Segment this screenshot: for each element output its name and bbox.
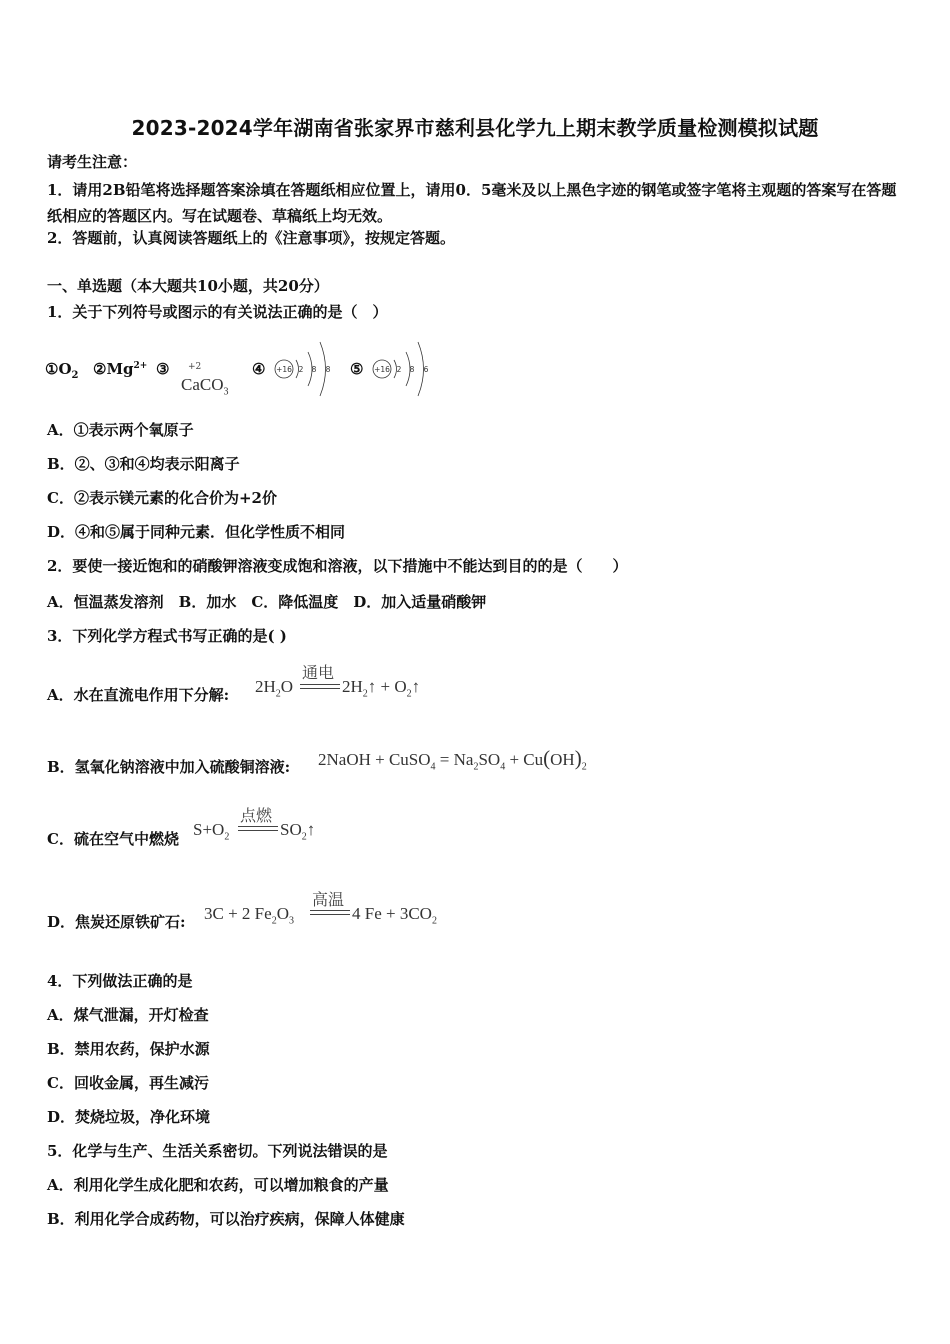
q1-option-a: A．①表示两个氧原子 [47, 421, 194, 439]
q3-c-product: $SO_2↑$ [280, 820, 316, 843]
q3-c-reactant: $S+O_2$ [193, 820, 230, 843]
q1-option-b: B．②、③和④均表示阳离子 [47, 455, 240, 473]
q3-a-equals-sign [300, 684, 340, 689]
q2-stem: 2．要使一接近饱和的硝酸钾溶液变成饱和溶液，以下措施中不能达到目的的是（ ） [47, 557, 628, 575]
q4-option-b: B．禁用农药，保护水源 [47, 1040, 210, 1058]
atom5-nucleus: +16 [374, 365, 390, 374]
notice-item-1: 1．请用2B铅笔将选择题答案涂填在答题纸相应位置上，请用0．5毫米及以上黑色字迹的钢笔或签字笔将主观题的答案写在答题纸相应的答题区内。写在试题卷、草稿纸上均无效。 [47, 181, 897, 225]
q1-option-d: D．④和⑤属于同种元素．但化学性质不相同 [47, 523, 346, 541]
q4-stem: 4．下列做法正确的是 [47, 972, 193, 990]
q1-symbol-3-label: ③ [156, 360, 170, 378]
q1-symbol-2: $②Mg^{2+}$ [93, 360, 148, 378]
q1-valence-mark: +2 [188, 362, 202, 372]
q1-symbol-4-label: ④ [252, 360, 266, 378]
atom4-shell-3: 8 [325, 365, 331, 374]
q1-symbol-5-label: ⑤ [350, 360, 364, 378]
q3-stem: 3．下列化学方程式书写正确的是( ) [47, 627, 287, 645]
q3-a-reactant: $2H_2O$ [255, 677, 294, 700]
q3-a-products: $2H_2↑$ + $O_2↑$ [342, 677, 421, 700]
q3-c-condition: 点燃 [240, 806, 273, 825]
q1-caco3: CaCO$_3$ [181, 375, 229, 398]
notice-item-2: 2．答题前，认真阅读答题纸上的《注意事项》，按规定答题。 [47, 229, 455, 247]
notice-heading: 请考生注意： [47, 153, 138, 171]
q3-d-equals-sign [310, 910, 350, 915]
section-heading: 一、单选题（本大题共10小题，共20分） [47, 277, 329, 295]
q5-stem: 5．化学与生产、生活关系密切。下列说法错误的是 [47, 1142, 388, 1160]
q3-d-products: 4 $Fe + 3CO_2$ [352, 904, 437, 927]
atom4-shell-2: 8 [311, 365, 317, 374]
q1-option-c: C．②表示镁元素的化合价为+2价 [47, 489, 277, 507]
q3-option-a-text: A．水在直流电作用下分解: [47, 686, 230, 704]
q4-option-d: D．焚烧垃圾，净化环境 [47, 1108, 211, 1126]
q3-option-b-text: B．氢氧化钠溶液中加入硫酸铜溶液: [47, 758, 291, 776]
page-title: 2023-2024学年湖南省张家界市慈利县化学九上期末教学质量检测模拟试题 [131, 116, 819, 140]
q3-option-d-text: D．焦炭还原铁矿石: [47, 913, 186, 931]
q3-c-equals-sign [238, 826, 278, 831]
q4-option-c: C．回收金属，再生减污 [47, 1074, 209, 1092]
atom5-shell-3: 6 [423, 365, 429, 374]
q4-option-a: A．煤气泄漏，开灯检查 [47, 1006, 209, 1024]
q3-d-reactants: 3C + 2 $Fe_2O_3$ [204, 904, 294, 927]
atom5-shell-2: 8 [409, 365, 415, 374]
q3-d-condition: 高温 [312, 890, 345, 909]
q2-options: A．恒温蒸发溶剂 B．加水 C．降低温度 D．加入适量硝酸钾 [47, 593, 487, 611]
atom4-shell-1: 2 [298, 365, 304, 374]
q3-b-equation: 2NaOH + CuSO$_4$ = $Na_2SO_4 + Cu(OH)_2$ [318, 746, 587, 773]
atom-structure-diagram-4 [272, 336, 342, 402]
q1-symbol-1: $①O_2$ [45, 360, 79, 381]
atom5-shell-1: 2 [396, 365, 402, 374]
q5-option-a: A．利用化学生成化肥和农药，可以增加粮食的产量 [47, 1176, 389, 1194]
q3-option-c-text: C．硫在空气中燃烧 [47, 830, 179, 848]
q1-stem: 1．关于下列符号或图示的有关说法正确的是（ ） [47, 303, 388, 321]
q5-option-b: B．利用化学合成药物，可以治疗疾病，保障人体健康 [47, 1210, 405, 1228]
q3-a-condition: 通电 [302, 663, 335, 682]
atom-structure-diagram-5 [370, 336, 440, 402]
atom4-nucleus: +16 [276, 365, 292, 374]
